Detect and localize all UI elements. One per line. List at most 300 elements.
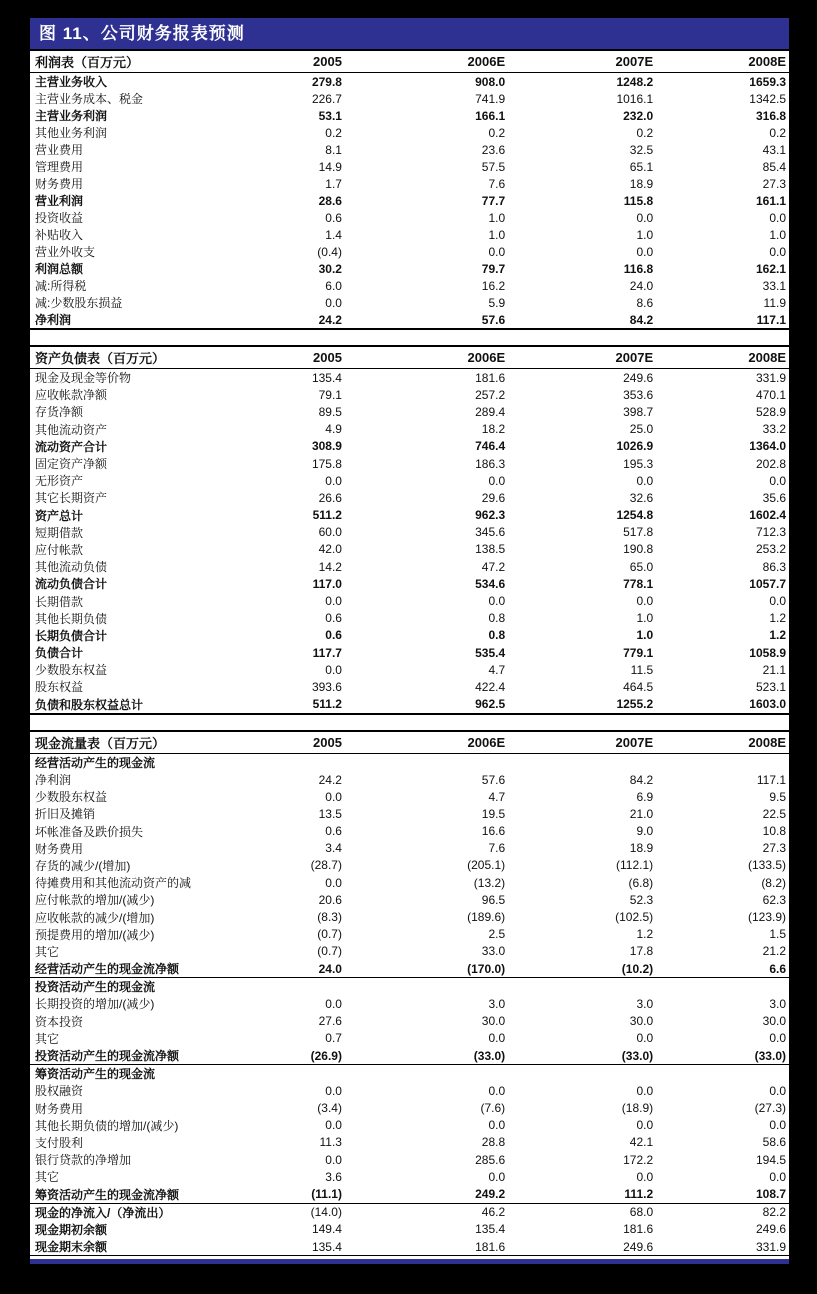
year-column-header: 2006E [345, 731, 508, 754]
cell-value: 32.6 [629, 490, 654, 505]
table-row [30, 472, 789, 489]
table-row [30, 421, 789, 438]
cell-value: 470.1 [755, 387, 786, 402]
row-label: 少数股东权益 [35, 790, 108, 805]
table-row [30, 840, 789, 857]
row-label: 投资活动产生的现金流 [35, 980, 156, 995]
cell-value: 57.6 [481, 772, 506, 787]
table-row [30, 592, 789, 609]
cell-value: 53.1 [318, 108, 342, 123]
row-label: 流动资产合计 [35, 439, 108, 454]
cell-value [508, 753, 656, 771]
cell-value: 0.0 [488, 1083, 506, 1098]
row-label: 主营业务收入 [35, 75, 108, 89]
cell-value: (170.0) [345, 960, 508, 978]
row-label: 现金期末余额 [30, 1238, 258, 1256]
table-row [30, 771, 789, 788]
table-row [30, 1168, 789, 1185]
row-label: 营业外收支 [35, 245, 96, 259]
cell-value: 0.0 [769, 473, 786, 488]
cell-value: 22.5 [762, 806, 786, 821]
row-label: 应收帐款的减少/(增加) [35, 910, 155, 925]
cell-value: 0.0 [769, 244, 786, 259]
cell-value: 47.2 [481, 559, 506, 574]
cell-value: 60.0 [318, 525, 342, 540]
table-row [30, 1082, 789, 1099]
cell-value: 52.3 [629, 892, 654, 907]
cell-value: 511.2 [312, 508, 342, 523]
cell-value: 6.0 [325, 278, 342, 293]
cell-value: 0.0 [636, 1118, 654, 1133]
table-row [30, 1047, 789, 1065]
cell-value [656, 753, 789, 771]
table-row [30, 158, 789, 175]
cell-value: 0.0 [325, 1083, 342, 1098]
cell-value: 117.1 [656, 311, 789, 329]
cell-value: (26.9) [258, 1047, 345, 1065]
cell-value: 30.0 [629, 1014, 654, 1029]
cell-value: (205.1) [467, 858, 506, 873]
table-row [30, 995, 789, 1012]
cell-value: 1248.2 [616, 74, 654, 89]
table-title: 利润表（百万元） [30, 50, 258, 73]
cell-value: 135.4 [475, 1222, 506, 1237]
table-row [30, 489, 789, 506]
cell-value: 249.6 [755, 1222, 786, 1237]
cell-value: 331.9 [755, 370, 786, 385]
report-paper [30, 18, 789, 1264]
cell-value: 1602.4 [749, 508, 786, 523]
cell-value: 16.2 [481, 278, 506, 293]
cell-value: (6.8) [628, 875, 654, 890]
table-row [30, 805, 789, 822]
cell-value: 528.9 [755, 404, 786, 419]
cell-value [258, 1065, 345, 1083]
row-label: 投资收益 [35, 211, 84, 225]
row-label: 长期投资的增加/(减少) [35, 997, 155, 1012]
cell-value: 117.0 [312, 576, 342, 591]
cell-value: (133.5) [747, 858, 786, 873]
cell-value: 62.3 [762, 892, 786, 907]
cell-value: 10.8 [762, 824, 786, 839]
cell-value: 33.1 [762, 278, 786, 293]
cell-value: 0.2 [636, 125, 654, 140]
cell-value: 1659.3 [749, 74, 786, 89]
row-label: 财务费用 [35, 841, 84, 856]
cell-value: 0.0 [769, 1169, 786, 1184]
cell-value: 175.8 [311, 456, 342, 471]
cell-value: 517.8 [623, 525, 654, 540]
row-label: 净利润 [30, 311, 258, 329]
table-row [30, 1117, 789, 1134]
cell-value: 1016.1 [616, 91, 654, 106]
cell-value: 8.1 [325, 142, 342, 157]
cell-value: 181.6 [345, 1238, 508, 1256]
cell-value: 14.2 [318, 559, 342, 574]
table-row [30, 107, 789, 124]
row-label: 支付股利 [35, 1135, 84, 1150]
table-row [30, 926, 789, 943]
cell-value: 57.5 [481, 159, 506, 174]
year-column-header: 2005 [258, 346, 345, 369]
cell-value: 279.8 [311, 74, 342, 89]
table-row [30, 788, 789, 805]
table-row [30, 1065, 789, 1083]
cell-value: 18.9 [629, 841, 654, 856]
cell-value: (33.0) [345, 1047, 508, 1065]
row-label: 其它 [35, 1031, 60, 1046]
cell-value: 27.3 [762, 176, 786, 191]
table-row [30, 73, 789, 91]
row-label: 净利润 [35, 773, 72, 788]
table-row [30, 627, 789, 644]
cell-value [258, 978, 345, 996]
table-row [30, 678, 789, 695]
cell-value: 0.0 [636, 244, 654, 259]
cell-value: 11.3 [319, 1135, 342, 1150]
row-label: 存货净额 [35, 405, 84, 420]
row-label: 负债和股东权益总计 [30, 696, 258, 714]
cell-value: 1255.2 [508, 696, 656, 714]
row-label: 长期负债合计 [35, 628, 108, 643]
cell-value: 26.6 [318, 490, 342, 505]
cell-value [656, 1065, 789, 1083]
cell-value: 712.3 [755, 525, 786, 540]
row-label: 投资活动产生的现金流净额 [30, 1047, 258, 1065]
year-column-header: 2008E [656, 50, 789, 73]
cell-value: 0.0 [325, 662, 342, 677]
row-label: 其它 [35, 944, 60, 959]
cell-value: 0.0 [769, 210, 786, 225]
cell-value: 1.0 [488, 227, 506, 242]
cell-value: 1057.7 [749, 576, 786, 591]
cell-value [345, 978, 508, 996]
cell-value: 117.7 [312, 645, 342, 660]
cell-value: (189.6) [467, 910, 506, 925]
cell-value: 1.7 [325, 176, 342, 191]
row-label: 营业利润 [35, 194, 84, 208]
cell-value: 316.8 [755, 108, 786, 123]
cell-value: 18.2 [481, 422, 506, 437]
cell-value: 0.0 [636, 210, 654, 225]
cell-value: 0.0 [769, 594, 786, 609]
cell-value: (33.0) [656, 1047, 789, 1065]
cell-value: 0.0 [488, 594, 506, 609]
cell-value: (28.7) [310, 858, 342, 873]
cell-value: 161.1 [755, 193, 786, 208]
cell-value: 422.4 [475, 679, 506, 694]
cell-value: 28.8 [481, 1135, 506, 1150]
cell-value: 249.6 [623, 370, 654, 385]
cell-value: 0.0 [488, 1118, 506, 1133]
cell-value: 18.9 [629, 176, 654, 191]
cell-value: (33.0) [508, 1047, 656, 1065]
year-column-header: 2008E [656, 346, 789, 369]
cell-value: 1.0 [769, 227, 786, 242]
table-row [30, 541, 789, 558]
cell-value [345, 1065, 508, 1083]
table-row [30, 90, 789, 107]
cell-value: 1.0 [636, 628, 654, 643]
cell-value: 249.2 [345, 1185, 508, 1203]
cell-value: 85.4 [762, 159, 786, 174]
cell-value: (112.1) [616, 858, 654, 873]
row-label: 其他流动资产 [35, 422, 108, 437]
cell-value: 0.0 [636, 594, 654, 609]
row-label: 待摊费用和其他流动资产的减 [35, 876, 192, 891]
cell-value: 0.8 [488, 628, 506, 643]
cell-value: (8.3) [317, 910, 342, 925]
cell-value: (11.1) [258, 1185, 345, 1203]
cell-value: 353.6 [623, 387, 654, 402]
row-label: 主营业务利润 [35, 109, 108, 123]
table-row [30, 857, 789, 874]
income-statement-table [30, 49, 789, 330]
cell-value: (3.4) [317, 1101, 342, 1116]
table-row [30, 823, 789, 840]
table-row [30, 124, 789, 141]
cell-value: 190.8 [623, 542, 654, 557]
table-row [30, 1013, 789, 1030]
row-label: 其他长期负债的增加/(减少) [35, 1118, 179, 1133]
row-label: 营业费用 [35, 143, 84, 157]
row-label: 流动负债合计 [35, 577, 108, 592]
cell-value: 11.5 [630, 662, 654, 677]
cell-value: 3.0 [636, 996, 654, 1011]
cell-value: 511.2 [258, 696, 345, 714]
cell-value: 25.0 [629, 422, 654, 437]
cell-value: 0.0 [325, 594, 342, 609]
year-column-header: 2007E [508, 50, 656, 73]
cell-value: 0.0 [636, 1169, 654, 1184]
year-column-header: 2005 [258, 731, 345, 754]
cell-value: 35.6 [762, 490, 786, 505]
row-label: 财务费用 [35, 177, 84, 191]
row-label: 财务费用 [35, 1101, 84, 1116]
cell-value: 21.0 [629, 806, 654, 821]
cell-value: (13.2) [473, 875, 506, 890]
table-row [30, 558, 789, 575]
table-row [30, 1134, 789, 1151]
row-label: 经营活动产生的现金流 [35, 755, 156, 770]
cell-value: 68.0 [629, 1205, 654, 1220]
table-row [30, 661, 789, 678]
table-row [30, 1238, 789, 1256]
cell-value: 82.2 [762, 1205, 786, 1220]
cell-value: 46.2 [481, 1205, 506, 1220]
cell-value: 21.2 [762, 944, 786, 959]
table-row [30, 386, 789, 403]
cell-value: 84.2 [508, 311, 656, 329]
table-row [30, 1151, 789, 1168]
row-label: 其它长期资产 [35, 491, 108, 506]
cell-value: 23.6 [481, 142, 506, 157]
cell-value: 115.8 [623, 193, 654, 208]
cell-value: 1254.8 [616, 508, 654, 523]
cell-value: (123.9) [747, 910, 786, 925]
row-label: 短期借款 [35, 525, 84, 540]
cell-value: (102.5) [615, 910, 654, 925]
cell-value: 111.2 [508, 1185, 656, 1203]
cell-value: 89.5 [318, 404, 342, 419]
cell-value: 30.0 [762, 1014, 786, 1029]
cell-value: (7.6) [480, 1101, 506, 1116]
cell-value: 27.3 [762, 841, 786, 856]
table-header-row [30, 50, 789, 73]
row-label: 长期借款 [35, 594, 84, 609]
cell-value: 908.0 [475, 74, 506, 89]
cell-value: 32.5 [629, 142, 654, 157]
cell-value: 162.1 [755, 261, 786, 276]
table-row [30, 960, 789, 978]
cell-value: 0.0 [636, 1083, 654, 1098]
cell-value: 0.0 [769, 1118, 786, 1133]
cell-value: 24.2 [318, 772, 342, 787]
cell-value: 778.1 [623, 576, 654, 591]
row-label: 经营活动产生的现金流净额 [30, 960, 258, 978]
cell-value: 3.4 [325, 841, 342, 856]
table-row [30, 575, 789, 592]
cell-value: (0.7) [317, 927, 342, 942]
row-label: 减:少数股东损益 [35, 296, 123, 310]
cell-value: 5.9 [488, 295, 506, 310]
cell-value: 79.1 [318, 387, 342, 402]
row-label: 管理费用 [35, 160, 84, 174]
cell-value: 16.6 [481, 824, 506, 839]
table-row [30, 753, 789, 771]
row-label: 其他长期负债 [35, 611, 108, 626]
cell-value: 65.1 [629, 159, 654, 174]
table-row [30, 696, 789, 714]
year-column-header: 2007E [508, 346, 656, 369]
cell-value: 86.3 [762, 559, 786, 574]
cell-value: (14.0) [310, 1205, 342, 1220]
cell-value: (0.7) [317, 944, 342, 959]
cell-value: 30.2 [318, 261, 342, 276]
table-row [30, 1203, 789, 1221]
cell-value: (0.4) [317, 244, 342, 259]
cell-value: 42.1 [629, 1135, 654, 1150]
cell-value: 0.0 [769, 1031, 786, 1046]
cell-value: 0.0 [488, 1031, 506, 1046]
row-label: 无形资产 [35, 474, 84, 489]
cell-value: 19.5 [481, 806, 506, 821]
cell-value: 181.6 [475, 370, 506, 385]
cell-value: 135.4 [311, 370, 342, 385]
row-label: 应付帐款 [35, 542, 84, 557]
table-row [30, 943, 789, 960]
cell-value: 289.4 [475, 404, 506, 419]
tables-container [30, 49, 789, 1256]
cell-value: 27.6 [318, 1014, 342, 1029]
table-title: 资产负债表（百万元） [30, 346, 258, 369]
table-row [30, 294, 789, 311]
table-row [30, 175, 789, 192]
cell-value: 0.0 [325, 789, 342, 804]
cell-value: 8.6 [636, 295, 654, 310]
table-row [30, 978, 789, 996]
table-row [30, 277, 789, 294]
table-row [30, 311, 789, 329]
cell-value: (10.2) [508, 960, 656, 978]
cell-value: 232.0 [623, 108, 654, 123]
cell-value: (18.9) [621, 1101, 654, 1116]
row-label: 筹资活动产生的现金流 [35, 1067, 156, 1082]
row-label: 现金及现金等价物 [35, 371, 132, 386]
cell-value: 0.0 [325, 1152, 342, 1167]
cell-value: 57.6 [345, 311, 508, 329]
cell-value: 135.4 [258, 1238, 345, 1256]
cell-value: 1603.0 [656, 696, 789, 714]
cell-value: 4.9 [325, 422, 342, 437]
cell-value: 117.1 [756, 772, 786, 787]
cell-value: 0.0 [488, 244, 506, 259]
cell-value: 253.2 [755, 542, 786, 557]
row-label: 存货的减少/(增加) [35, 858, 131, 873]
cell-value: 42.0 [318, 542, 342, 557]
cell-value: 464.5 [623, 679, 654, 694]
row-label: 银行贷款的净增加 [35, 1153, 132, 1168]
cell-value: 33.0 [481, 944, 506, 959]
row-label: 股东权益 [35, 680, 84, 695]
cell-value: 1058.9 [749, 645, 786, 660]
row-label: 少数股东权益 [35, 663, 108, 678]
balance-sheet-table [30, 345, 789, 715]
year-column-header: 2008E [656, 731, 789, 754]
cell-value [508, 1065, 656, 1083]
cell-value: 149.4 [311, 1222, 342, 1237]
cell-value: 345.6 [475, 525, 506, 540]
cell-value: 194.5 [755, 1152, 786, 1167]
cell-value: 1.4 [325, 227, 342, 242]
cell-value: 0.2 [488, 125, 506, 140]
table-row [30, 1221, 789, 1238]
cell-value: 0.6 [325, 824, 342, 839]
table-row [30, 141, 789, 158]
cell-value: 534.6 [475, 576, 506, 591]
cell-value [508, 978, 656, 996]
cell-value: 3.6 [325, 1169, 342, 1184]
table-row [30, 507, 789, 524]
cell-value: 3.0 [488, 996, 506, 1011]
table-row [30, 908, 789, 925]
cell-value: 7.6 [488, 176, 506, 191]
cell-value: 0.0 [488, 473, 506, 488]
cell-value: 0.0 [769, 1083, 786, 1098]
cell-value: 7.6 [488, 841, 506, 856]
row-label: 负债合计 [35, 646, 84, 661]
year-column-header: 2006E [345, 346, 508, 369]
cell-value: 2.5 [488, 927, 506, 942]
cell-value: 3.0 [769, 996, 786, 1011]
cell-value: 1364.0 [749, 439, 786, 454]
cell-value: 226.7 [311, 91, 342, 106]
cell-value: 166.1 [475, 108, 506, 123]
cell-value: 28.6 [318, 193, 342, 208]
cell-value: 14.9 [318, 159, 342, 174]
table-row [30, 1030, 789, 1047]
cell-value: 779.1 [623, 645, 654, 660]
cell-value: 20.6 [318, 892, 342, 907]
cell-value: 0.0 [325, 295, 342, 310]
row-label: 固定资产净额 [35, 457, 108, 472]
cell-value: 29.6 [481, 490, 506, 505]
cell-value: 741.9 [475, 91, 506, 106]
cell-value: 0.0 [488, 1169, 506, 1184]
cell-value: 393.6 [311, 679, 342, 694]
table-row [30, 891, 789, 908]
table-row [30, 455, 789, 472]
